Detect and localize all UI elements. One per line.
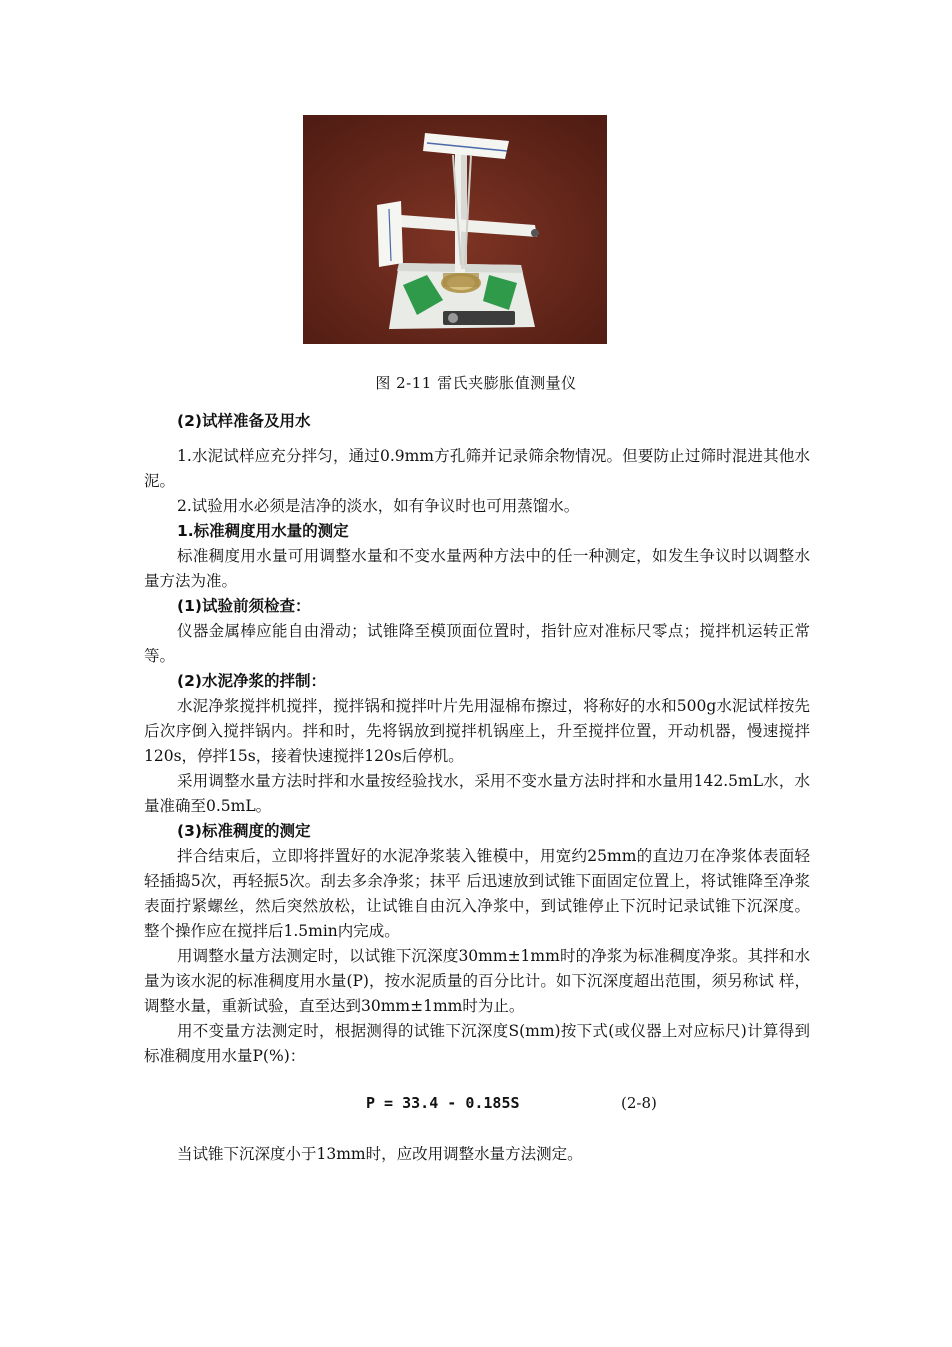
heading-sample-prep: (2)试样准备及用水 — [177, 412, 311, 430]
paragraph-mixing-water: 采用调整水量方法时拌和水量按经验找水，采用不变水量方法时拌和水量用142.5mL水，水量准确至0.5mL。 — [144, 772, 810, 815]
paragraph-depth-note: 当试锥下沉深度小于13mm时，应改用调整水量方法测定。 — [177, 1145, 583, 1163]
heading-consistency-measure: (3)标准稠度的测定 — [177, 822, 311, 840]
paragraph-sample-mixing: 1.水泥试样应充分拌匀，通过0.9mm方孔筛并记录筛余物情况。但要防止过筛时混进其他水泥。 — [144, 447, 810, 490]
formula-number: (2-8) — [621, 1094, 657, 1112]
figure-photo-le-chatelier-apparatus — [303, 115, 607, 344]
heading-paste-mixing: (2)水泥净浆的拌制： — [177, 672, 326, 690]
paragraph-adjust-method: 用调整水量方法测定时，以试锥下沉深度30mm±1mm时的净浆为标准稠度净浆。其拌和水量为该水泥的标准稠度用水量(P)，按水泥质量的百分比计。如下沉深度超出范围，须另称试 样，调整水量，重新试验，直至达到30mm±1mm时为止。 — [144, 947, 810, 1015]
heading-pre-check: (1)试验前须检查： — [177, 597, 311, 615]
paragraph-consistency-procedure: 拌合结束后，立即将拌置好的水泥净浆装入锥模中，用宽约25mm的直边刀在净浆体表面轻轻插捣5次，再轻振5次。刮去多余净浆；抹平 后迅速放到试锥下面固定位置上，将试锥降至净浆表面拧紧螺丝，然后突然放松，让试锥自由沉入净浆中，到试锥停止下沉时记录试锥下沉深度。整个操作应在搅拌后1.5min内完成。 — [144, 847, 810, 940]
paragraph-standard-water-methods: 标准稠度用水量可用调整水量和不变水量两种方法中的任一种测定，如发生争议时以调整水量方法为准。 — [144, 547, 810, 590]
paragraph-pre-check: 仪器金属棒应能自由滑动；试锥降至模顶面位置时，指针应对准标尺零点；搅拌机运转正常等。 — [144, 622, 810, 665]
formula: P = 33.4 - 0.185S — [366, 1094, 520, 1112]
paragraph-fixed-method: 用不变量方法测定时，根据测得的试锥下沉深度S(mm)按下式(或仪器上对应标尺)计算得到 标准稠度用水量P(%)： — [144, 1022, 810, 1065]
heading-standard-water: 1.标准稠度用水量的测定 — [177, 522, 349, 540]
figure-caption: 图 2-11 雷氏夹膨胀值测量仪 — [375, 374, 577, 392]
paragraph-test-water: 2.试验用水必须是洁净的淡水，如有争议时也可用蒸馏水。 — [177, 497, 580, 515]
paragraph-paste-mixing: 水泥净浆搅拌机搅拌，搅拌锅和搅拌叶片先用湿棉布擦过，将称好的水和500g水泥试样按先后次序倒入搅拌锅内。拌和时，先将锅放到搅拌机锅座上，升至搅拌位置，开动机器，慢速搅拌120s，停拌15s，接着快速搅拌120s后停机。 — [144, 697, 810, 765]
